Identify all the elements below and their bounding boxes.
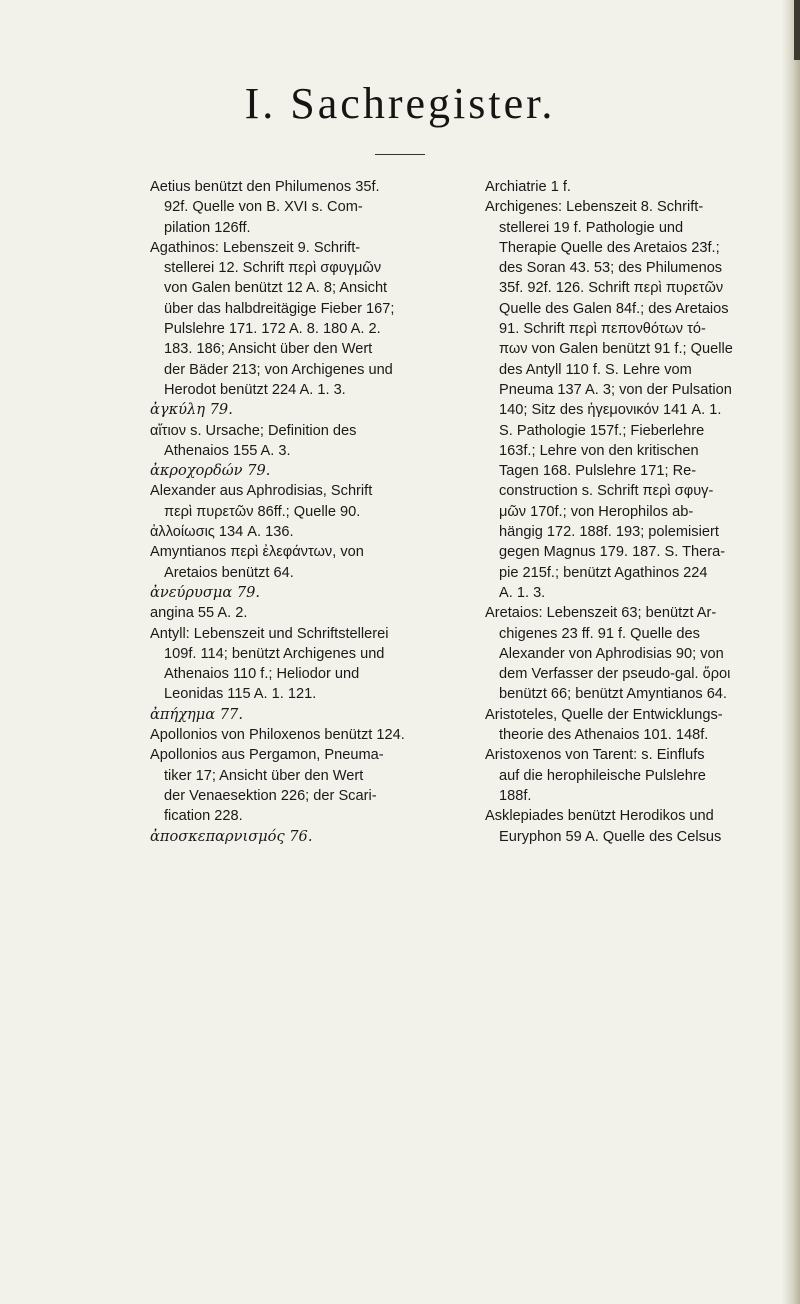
index-entry-line: Archigenes: Lebenszeit 8. Schrift- xyxy=(485,199,704,216)
index-entry-line: hängig 172. 188f. 193; polemisiert xyxy=(499,524,719,541)
index-column-right xyxy=(485,177,800,847)
index-entry-line: ἀκροχορδών 79. xyxy=(150,462,271,480)
index-entry-line: auf die herophileische Pulslehre xyxy=(499,767,706,784)
index-entry-line: 109f. 114; benützt Archigenes und xyxy=(164,645,385,662)
index-entry-line: 163f.; Lehre von den kritischen xyxy=(499,442,699,459)
index-entry-line: ἀποσκεπαρνισμός 76. xyxy=(150,827,313,845)
index-entry-line: πων von Galen benützt 91 f.; Quelle xyxy=(499,341,733,358)
index-entry-line: Aetius benützt den Philumenos 35f. xyxy=(150,179,380,195)
index-entry-line: Aristoxenos von Tarent: s. Einflufs xyxy=(485,747,705,764)
index-entry-line: Pulslehre 171. 172 A. 8. 180 A. 2. xyxy=(164,321,381,338)
index-entry-line: 35f. 92f. 126. Schrift περὶ πυρετῶν xyxy=(499,280,724,297)
index-entry-line: angina 55 A. 2. xyxy=(150,605,248,622)
index-entry-line: 92f. Quelle von B. XVI s. Com- xyxy=(164,199,363,216)
index-entry-line: dem Verfasser der pseudo-gal. ὅροι xyxy=(499,666,731,683)
index-entry-line: Herodot benützt 224 A. 1. 3. xyxy=(164,381,346,398)
index-entry-line: ἀπήχημα 77. xyxy=(150,705,243,723)
index-entry-line: über das halbdreitägige Fieber 167; xyxy=(164,300,395,317)
page-title: I. Sachregister. xyxy=(244,79,556,128)
index-entry-line: chigenes 23 ff. 91 f. Quelle des xyxy=(499,625,700,642)
index-entry-line: benützt 66; benützt Amyntianos 64. xyxy=(499,686,727,703)
index-entry-line: ἀγκύλη 79. xyxy=(150,401,233,419)
index-entry-line: Quelle des Galen 84f.; des Aretaios xyxy=(499,300,729,317)
index-entry-line: pie 215f.; benützt Agathinos 224 xyxy=(499,564,708,581)
index-entry-line: construction s. Schrift περὶ σφυγ- xyxy=(499,483,714,500)
index-entry-line: ἀλλοίωσις 134 A. 136. xyxy=(150,524,294,541)
index-entry-line: stellerei 19 f. Pathologie und xyxy=(499,219,684,236)
index-entry-line: Asklepiades benützt Herodikos und xyxy=(485,808,714,825)
index-entry-line: Tagen 168. Pulslehre 171; Re- xyxy=(499,463,697,480)
index-entry-line: αἴτιον s. Ursache; Definition des xyxy=(150,422,357,439)
index-entry-line: pilation 126ff. xyxy=(164,219,251,236)
index-entry-line: Leonidas 115 A. 1. 121. xyxy=(164,686,317,703)
index-entry-line: Antyll: Lebenszeit und Schriftstellerei xyxy=(150,625,389,642)
index-entry-line: Therapie Quelle des Aretaios 23f.; xyxy=(499,239,720,256)
index-entry-line: Apollonios aus Pergamon, Pneuma- xyxy=(150,747,384,764)
index-entry-line: stellerei 12. Schrift περὶ σφυγμῶν xyxy=(164,260,382,277)
page-edge-shadow xyxy=(782,0,800,1304)
index-entry-line: fication 228. xyxy=(164,808,243,825)
index-entry-line: der Venaesektion 226; der Scari- xyxy=(164,787,377,804)
index-entry-line: Alexander aus Aphrodisias, Schrift xyxy=(150,483,373,500)
index-entry-line: des Soran 43. 53; des Philumenos xyxy=(499,260,723,277)
index-entry-line: 140; Sitz des ἡγεμονικόν 141 A. 1. xyxy=(499,402,722,419)
index-entry-line: Aretaios: Lebenszeit 63; benützt Ar- xyxy=(485,605,717,622)
index-entry-line: 91. Schrift περὶ πεπονθότων τό- xyxy=(499,321,706,338)
index-entry-line: Euryphon 59 A. Quelle des Celsus xyxy=(499,828,722,845)
index-entry-line: ἀνεύρυσμα 79. xyxy=(150,583,261,601)
index-entry-line: Apollonios von Philoxenos benützt 124. xyxy=(150,727,405,744)
index-entry-line: Aretaios benützt 64. xyxy=(164,564,294,581)
index-entry-line: A. 1. 3. xyxy=(499,584,546,601)
index-entry-line: der Bäder 213; von Archigenes und xyxy=(164,361,393,378)
index-entry-line: Athenaios 155 A. 3. xyxy=(164,442,291,459)
index-entry-line: 188f. xyxy=(499,787,532,804)
index-entry-line: Athenaios 110 f.; Heliodor und xyxy=(164,666,360,683)
index-entry-line: S. Pathologie 157f.; Fieberlehre xyxy=(499,422,705,439)
index-entry-line: Archiatrie 1 f. xyxy=(485,179,571,195)
index-entry-line: tiker 17; Ansicht über den Wert xyxy=(164,767,364,784)
title-rule xyxy=(375,154,425,155)
index-column-left xyxy=(150,177,480,847)
index-entry-line: von Galen benützt 12 A. 8; Ansicht xyxy=(164,280,388,297)
index-entry-line: Agathinos: Lebenszeit 9. Schrift- xyxy=(150,239,361,256)
page-edge-dark xyxy=(794,0,800,60)
index-entry-line: μῶν 170f.; von Herophilos ab- xyxy=(499,503,694,520)
index-entry-line: theorie des Athenaios 101. 148f. xyxy=(499,727,709,744)
index-entry-line: Amyntianos περὶ ἐλεφάντων, von xyxy=(150,544,364,561)
index-entry-line: des Antyll 110 f. S. Lehre vom xyxy=(499,361,692,378)
index-entry-line: 183. 186; Ansicht über den Wert xyxy=(164,341,373,358)
index-entry-line: Alexander von Aphrodisias 90; von xyxy=(499,645,724,662)
index-entry-line: Pneuma 137 A. 3; von der Pulsation xyxy=(499,381,732,398)
index-entry-line: περὶ πυρετῶν 86ff.; Quelle 90. xyxy=(164,503,361,520)
index-entry-line: Aristoteles, Quelle der Entwicklungs- xyxy=(485,706,723,723)
index-entry-line: gegen Magnus 179. 187. S. Thera- xyxy=(499,544,726,561)
